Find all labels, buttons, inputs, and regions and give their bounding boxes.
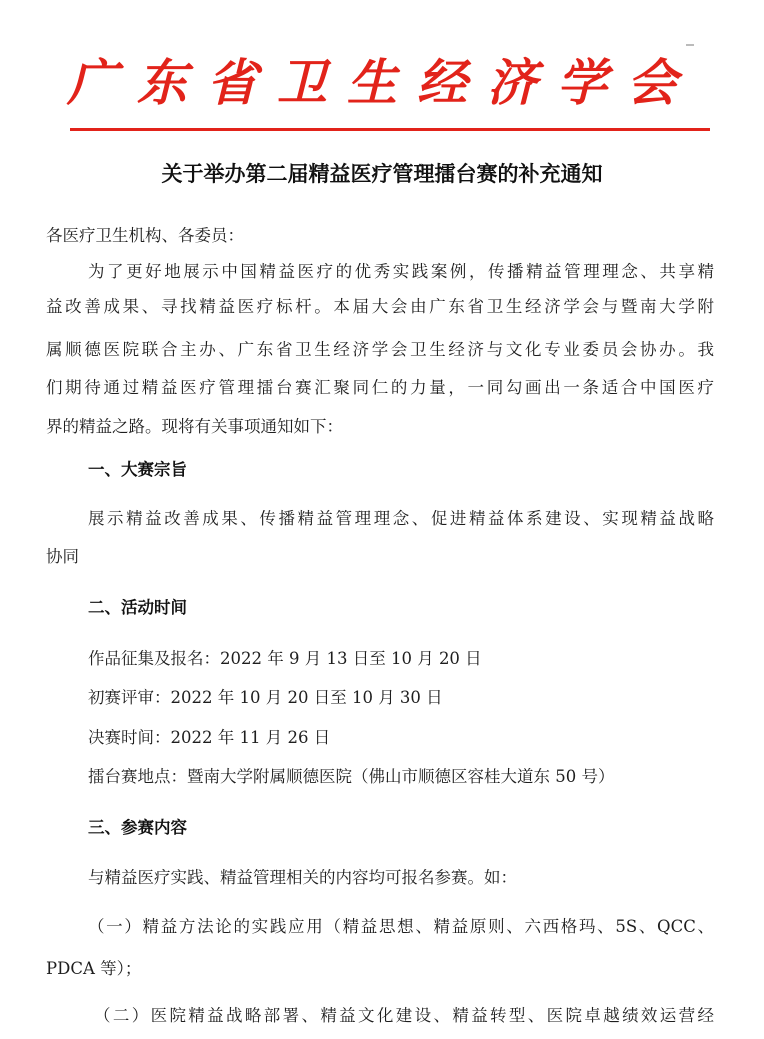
schedule-submission: 作品征集及报名：2022 年 9 月 13 日至 10 月 20 日 [88,649,482,668]
intro-line-4: 们期待通过精益医疗管理擂台赛汇聚同仁的力量，一同勾画出一条适合中国医疗 [46,378,714,397]
purpose-line-2: 协同 [46,547,79,566]
letterhead [0,0,764,140]
intro-line-5: 界的精益之路。现将有关事项通知如下： [46,417,343,436]
content-item2-line-1: （二）医院精益战略部署、精益文化建设、精益转型、医院卓越绩效运营经 [94,1006,714,1025]
intro-line-3: 属顺德医院联合主办、广东省卫生经济学会卫生经济与文化专业委员会协办。我 [46,340,714,359]
intro-line-1: 为了更好地展示中国精益医疗的优秀实践案例，传播精益管理理念、共享精 [88,262,714,281]
purpose-line-1: 展示精益改善成果、传播精益管理理念、促进精益体系建设、实现精益战略 [88,509,714,528]
content-item1-line-2: PDCA 等）； [46,959,142,978]
org-name-logo: 广东省卫生经济学会 [67,54,697,112]
section-heading-purpose: 一、大赛宗旨 [88,460,187,479]
document-title: 关于举办第二届精益医疗管理擂台赛的补充通知 [161,162,603,186]
section-heading-content: 三、参赛内容 [88,818,187,837]
salutation: 各医疗卫生机构、各委员： [46,226,244,245]
schedule-final: 决赛时间：2022 年 11 月 26 日 [88,728,331,747]
content-intro: 与精益医疗实践、精益管理相关的内容均可报名参赛。如： [88,868,517,887]
section-heading-schedule: 二、活动时间 [88,598,187,617]
schedule-preliminary: 初赛评审：2022 年 10 月 20 日至 10 月 30 日 [88,688,443,707]
schedule-venue: 擂台赛地点：暨南大学附属顺德医院（佛山市顺德区容桂大道东 50 号） [88,767,615,786]
intro-line-2: 益改善成果、寻找精益医疗标杆。本届大会由广东省卫生经济学会与暨南大学附 [46,297,714,316]
content-item1-line-1: （一）精益方法论的实践应用（精益思想、精益原则、六西格玛、5S、QCC、 [88,917,714,936]
letterhead-red-rule [70,128,710,131]
